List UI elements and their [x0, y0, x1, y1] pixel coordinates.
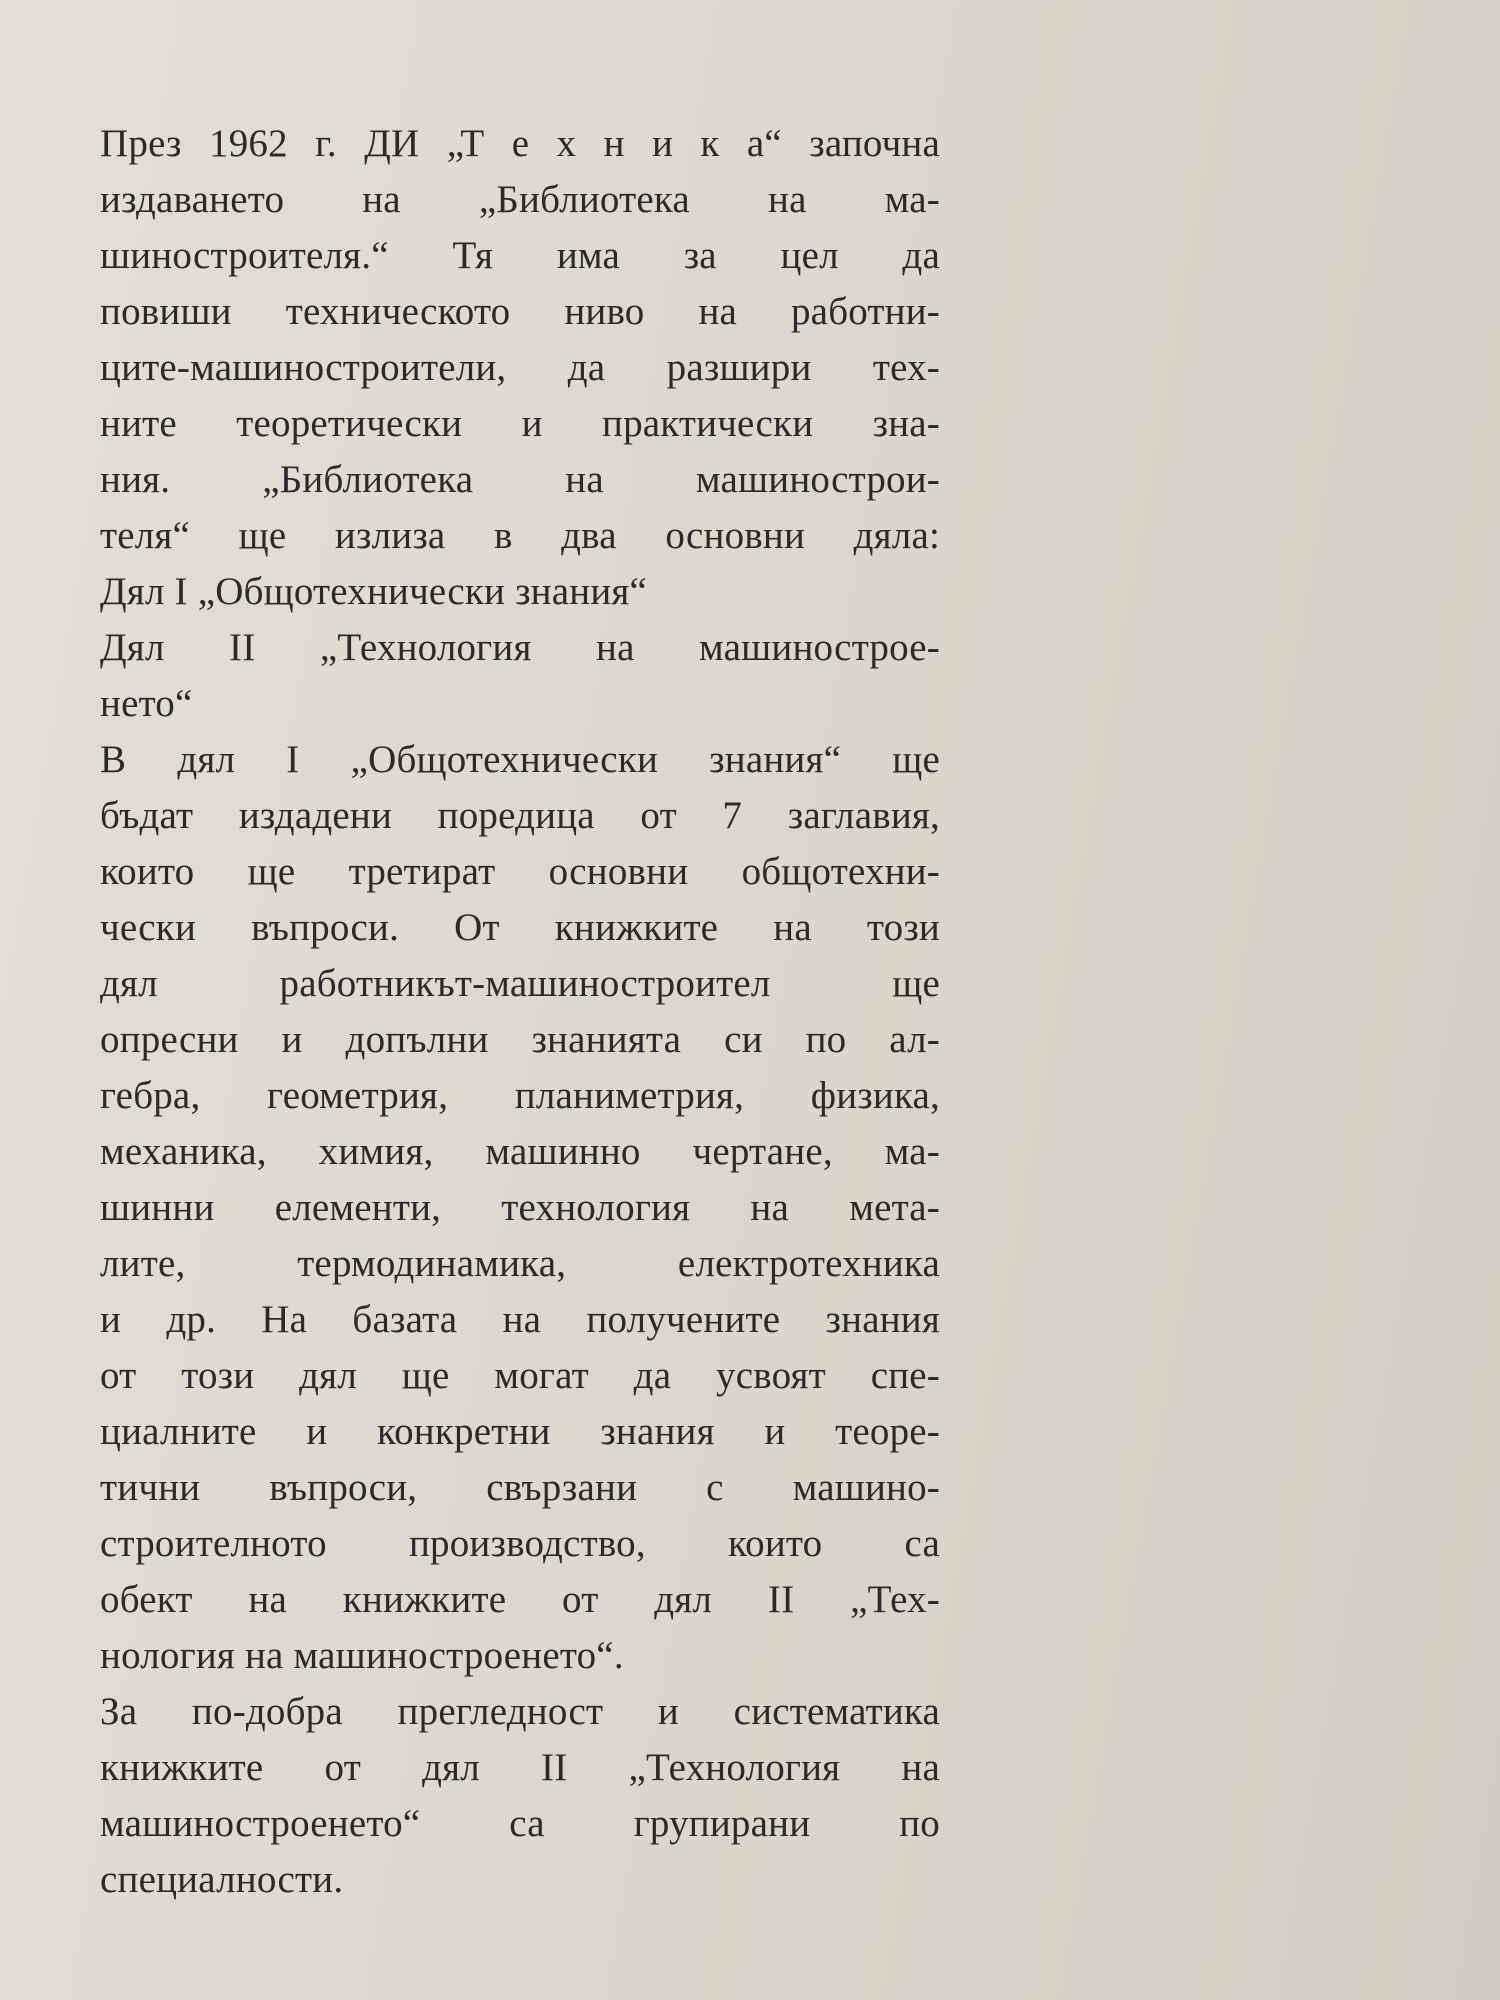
italic-text-run: Дял II „Технология на машинострое-: [100, 626, 940, 669]
text-line: [100, 172, 940, 228]
text-line: [100, 452, 940, 508]
text-line: [100, 620, 940, 676]
text-line: [100, 956, 940, 1012]
text-run: тични въпроси, свързани с машино-: [100, 1466, 940, 1509]
text-line: [100, 1796, 940, 1852]
text-line: [100, 732, 940, 788]
text-line: [100, 1684, 940, 1740]
text-line: [100, 844, 940, 900]
text-run: механика, химия, машинно чертане, ма-: [100, 1130, 940, 1173]
text-line: [100, 1124, 940, 1180]
text-line: [100, 228, 940, 284]
text-line: [100, 1012, 940, 1068]
italic-text-run: шиностроителя.“: [100, 234, 389, 277]
text-run: Тя има за цел да: [388, 234, 940, 277]
italic-text-run: „Библиотека на ма-: [478, 178, 940, 221]
text-run: са групирани по: [420, 1802, 940, 1845]
text-run: ните теоретически и практически зна-: [100, 402, 940, 445]
italic-text-run: „Тех-: [850, 1578, 940, 1621]
italic-text-run: „Технология на: [628, 1746, 940, 1789]
text-run: теля“ ще излиза в два основни дяла:: [100, 514, 940, 557]
italic-text-run: Дял I „Общотехнически знания“: [100, 570, 648, 613]
text-line: [100, 1404, 940, 1460]
text-line: [100, 900, 940, 956]
text-line: [100, 1516, 940, 1572]
text-run: които ще третират основни общотехни-: [100, 850, 940, 893]
text-run: и др. На базата на получените знания: [100, 1298, 940, 1341]
text-line: [100, 1292, 940, 1348]
text-line: [100, 1852, 940, 1908]
text-run: от този дял ще могат да усвоят спе-: [100, 1354, 940, 1397]
text-run: специалности.: [100, 1858, 344, 1901]
text-run: книжките от дял II: [100, 1746, 629, 1789]
italic-text-run: машиностроенето“: [100, 1802, 421, 1845]
text-run: повиши техническото ниво на работни-: [100, 290, 940, 333]
text-line: [100, 396, 940, 452]
text-run: гебра, геометрия, планиметрия, физика,: [100, 1074, 940, 1117]
text-run: бъдат издадени поредица от 7 заглавия,: [100, 794, 940, 837]
text-run: строителното производство, които са: [100, 1522, 940, 1565]
page-text: [100, 116, 940, 1908]
text-line: [100, 564, 940, 620]
italic-text-run: „Общотехнически знания“: [350, 738, 842, 781]
text-run: За по-добра прегледност и систематика: [100, 1690, 940, 1733]
text-line: [100, 340, 940, 396]
text-line: [100, 1236, 940, 1292]
text-run: През 1962 г. ДИ „Т е х н и к а“ започна: [100, 122, 940, 165]
text-line: [100, 1348, 940, 1404]
text-run: .: [613, 1634, 624, 1677]
text-line: [100, 676, 940, 732]
italic-text-run: нето“: [100, 682, 193, 725]
text-run: В дял I: [100, 738, 351, 781]
text-line: [100, 1572, 940, 1628]
text-run: лите, термодинамика, електротехника: [100, 1242, 940, 1285]
text-run: ците-машиностроители, да разшири тех-: [100, 346, 940, 389]
text-run: обект на книжките от дял II: [100, 1578, 851, 1621]
text-line: [100, 284, 940, 340]
text-line: [100, 1740, 940, 1796]
italic-text-run: нология на машиностроенето“: [100, 1634, 614, 1677]
text-run: ще: [841, 738, 940, 781]
text-run: издаването на: [100, 178, 479, 221]
text-line: [100, 788, 940, 844]
text-run: ния. „Библиотека на машинострои-: [100, 458, 940, 501]
text-run: циалните и конкретни знания и теоре-: [100, 1410, 940, 1453]
text-run: опресни и допълни знанията си по ал-: [100, 1018, 940, 1061]
text-line: [100, 1180, 940, 1236]
text-line: [100, 1628, 940, 1684]
text-line: [100, 1460, 940, 1516]
text-line: [100, 508, 940, 564]
text-run: чески въпроси. От книжките на този: [100, 906, 940, 949]
text-line: [100, 116, 940, 172]
text-run: шинни елементи, технология на мета-: [100, 1186, 940, 1229]
text-run: дял работникът-машиностроител ще: [100, 962, 940, 1005]
text-line: [100, 1068, 940, 1124]
